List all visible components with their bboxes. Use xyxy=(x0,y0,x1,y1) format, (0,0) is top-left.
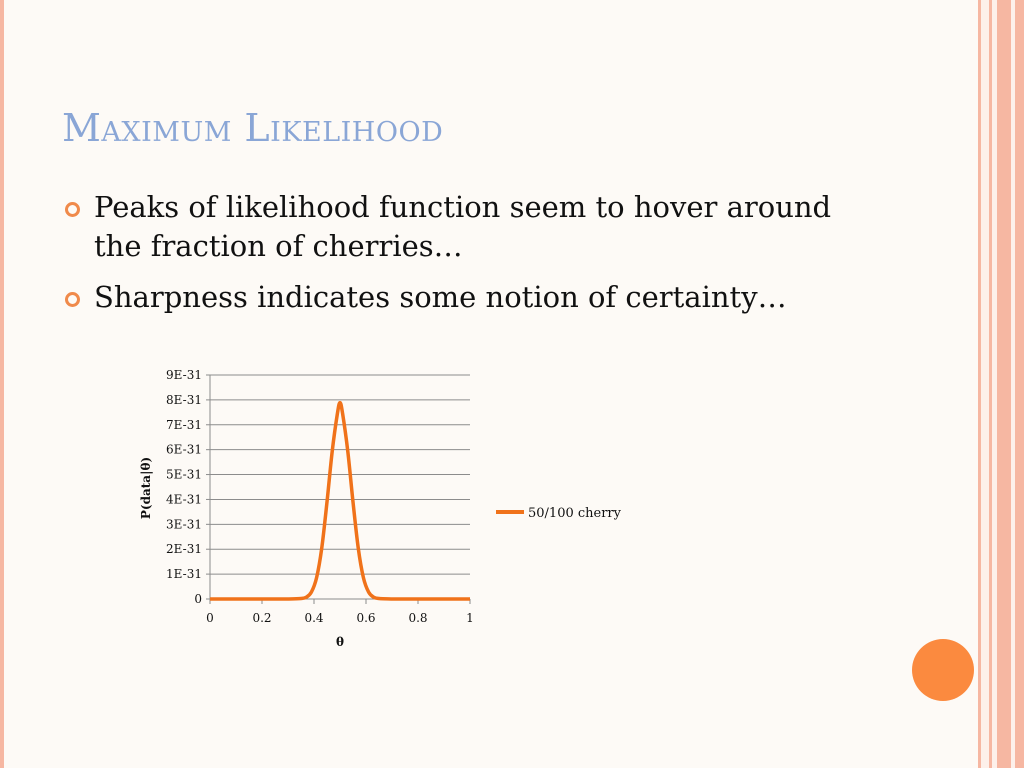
slide-title: Maximum Likelihood xyxy=(62,106,444,150)
decorative-stripes xyxy=(978,0,1024,768)
legend-label: 50/100 cherry xyxy=(528,506,621,521)
x-tick-label: 0 xyxy=(206,611,214,625)
y-tick-label: 3E-31 xyxy=(166,517,202,532)
y-tick-label: 4E-31 xyxy=(166,492,202,507)
left-border xyxy=(0,0,4,768)
series-layer xyxy=(210,403,470,599)
bullet-ring-icon xyxy=(65,202,80,217)
y-tick-label: 1E-31 xyxy=(166,567,202,582)
decorative-circle xyxy=(912,639,974,701)
x-tick-label: 1 xyxy=(466,611,474,625)
y-axis-label: P(data|θ) xyxy=(139,456,153,520)
y-tick-label: 5E-31 xyxy=(166,467,202,482)
x-tick-labels xyxy=(206,611,474,625)
bullet-item xyxy=(62,188,862,266)
y-tick-labels xyxy=(166,368,202,606)
y-tick-label: 9E-31 xyxy=(166,368,202,382)
likelihood-chart xyxy=(120,360,660,660)
x-tick-label: 0.4 xyxy=(304,611,324,625)
y-tick-label: 2E-31 xyxy=(166,542,202,557)
bullet-text: Sharpness indicates some notion of certainty… xyxy=(94,280,787,314)
bullet-ring-icon xyxy=(65,292,80,307)
bullet-text: Peaks of likelihood function seem to hover around the fraction of cherries… xyxy=(94,190,832,263)
y-tick-label: 7E-31 xyxy=(166,417,202,432)
x-tick-label: 0.8 xyxy=(408,611,428,625)
x-axis-label: θ xyxy=(335,635,345,649)
x-tick-label: 0.6 xyxy=(356,611,376,625)
series-line-50-100-cherry xyxy=(210,403,470,599)
legend xyxy=(496,506,622,521)
y-tick-label: 0 xyxy=(194,592,202,606)
bullet-list xyxy=(62,188,862,329)
y-tick-label: 8E-31 xyxy=(166,392,202,407)
x-tick-label: 0.2 xyxy=(252,611,272,625)
bullet-item xyxy=(62,278,862,317)
y-tick-label: 6E-31 xyxy=(166,442,202,457)
